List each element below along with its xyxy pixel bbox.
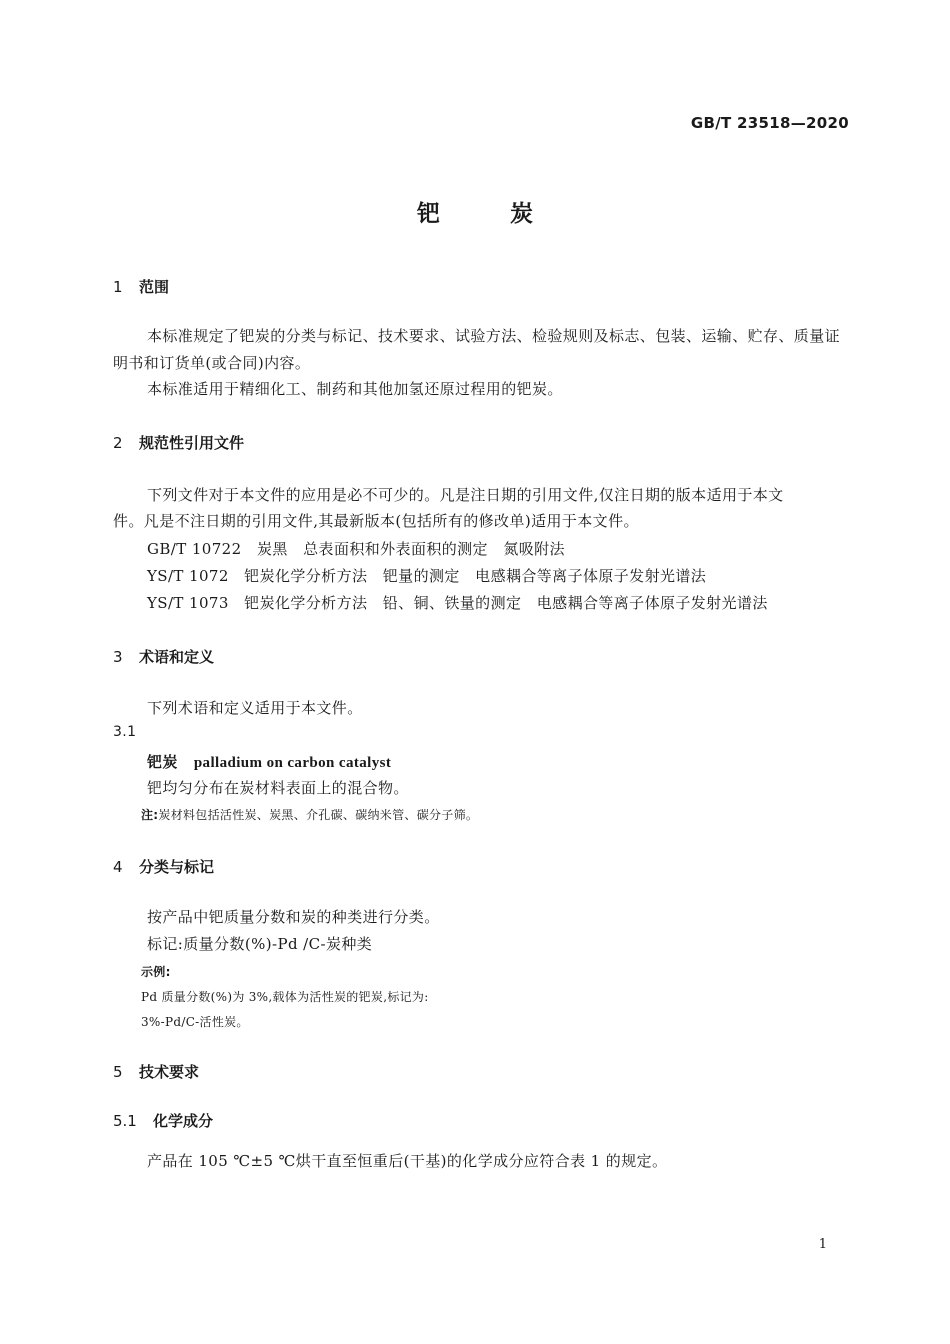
section-number: 4 [113,858,123,876]
note-text: 炭材料包括活性炭、炭黑、介孔碳、碳纳米管、碳分子筛。 [158,808,479,822]
reference-item: GB/T 10722 炭黑 总表面积和外表面积的测定 氮吸附法 [147,540,565,558]
subsection-title: 化学成分 [153,1112,214,1130]
section-title: 术语和定义 [139,648,215,666]
section-5-heading [113,1061,199,1082]
section-1-para-1-line-2: 明书和订货单(或合同)内容。 [113,354,311,372]
example-label: 示例: [141,965,171,979]
section-3-intro: 下列术语和定义适用于本文件。 [147,699,363,717]
subsection-number: 5.1 [113,1112,137,1130]
term-chinese: 钯炭 [147,753,178,771]
section-1-heading [113,276,169,297]
standard-code: GB/T 23518—2020 [690,114,849,132]
section-1-para-2: 本标准适用于精细化工、制药和其他加氢还原过程用的钯炭。 [147,380,563,398]
section-4-para-1: 按产品中钯质量分数和炭的种类进行分类。 [147,908,440,926]
note-label: 注: [141,808,159,822]
section-5-1-heading [113,1110,213,1131]
section-5-1-para: 产品在 105 ℃±5 ℃烘干直至恒重后(干基)的化学成分应符合表 1 的规定。 [147,1152,668,1170]
term-definition: 钯均匀分布在炭材料表面上的混合物。 [147,779,409,797]
title-char-1: 钯 [417,201,440,227]
example-line-2: 3%-Pd/C-活性炭。 [141,1015,249,1029]
section-number: 2 [113,434,123,452]
term-english: palladium on carbon catalyst [193,755,392,771]
section-title: 技术要求 [139,1063,200,1081]
page-number: 1 [818,1237,827,1252]
reference-item: YS/T 1072 钯炭化学分析方法 钯量的测定 电感耦合等离子体原子发射光谱法 [147,567,707,585]
section-title: 分类与标记 [139,858,215,876]
section-4-heading [113,856,214,877]
section-2-para-line-1: 下列文件对于本文件的应用是必不可少的。凡是注日期的引用文件,仅注日期的版本适用于本文 [147,486,784,504]
term-entry [147,751,391,772]
section-2-heading [113,432,244,453]
section-1-para-1-line-1: 本标准规定了钯炭的分类与标记、技术要求、试验方法、检验规则及标志、包装、运输、贮存、质量证 [147,327,841,345]
document-title [0,195,950,228]
title-char-2: 炭 [510,201,533,227]
section-title: 范围 [139,278,170,296]
section-number: 5 [113,1063,123,1081]
term-number: 3.1 [113,724,137,740]
term-note [141,806,478,823]
section-number: 1 [113,278,123,296]
example-line-1: Pd 质量分数(%)为 3%,载体为活性炭的钯炭,标记为: [141,990,429,1004]
section-2-para-line-2: 件。凡是不注日期的引用文件,其最新版本(包括所有的修改单)适用于本文件。 [113,512,639,530]
section-title: 规范性引用文件 [139,434,245,452]
section-4-para-2: 标记:质量分数(%)-Pd /C-炭种类 [147,935,373,953]
section-3-heading [113,646,214,667]
reference-item: YS/T 1073 钯炭化学分析方法 铅、铜、铁量的测定 电感耦合等离子体原子发射光谱法 [147,594,768,612]
section-number: 3 [113,648,123,666]
